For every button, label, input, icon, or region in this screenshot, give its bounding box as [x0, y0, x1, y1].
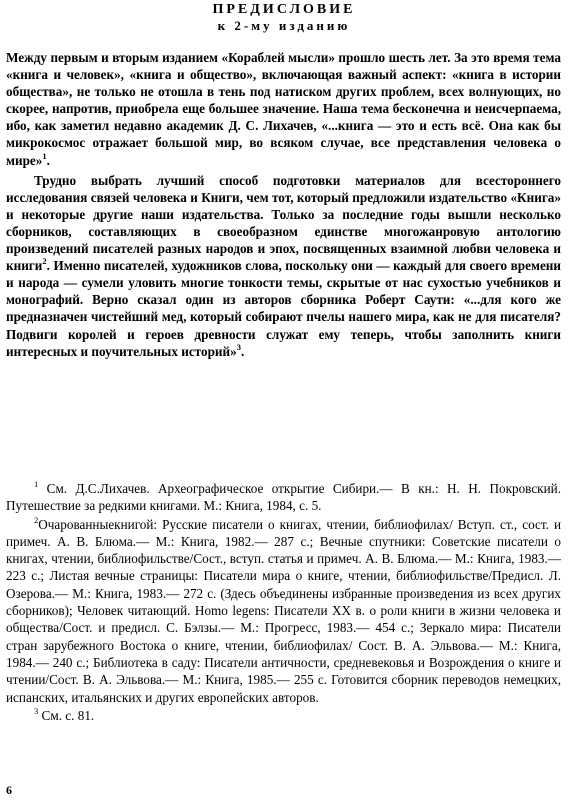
paragraph-1-end: .: [46, 152, 50, 168]
footnote-3-mark: 3: [34, 705, 39, 716]
footnote-1-mark: 1: [34, 479, 39, 489]
footnote-ref-1: 1: [42, 150, 47, 161]
paragraph-1-text: Между первым и вторым изданием «Кораблей мысли» прошло шесть лет. За это время тема «книга и человек», «книга и общество», включающая важный аспект: «книга в истории общества», не только не отошла в тень под натиском других проблем, всех волнующих, но скорее, напротив, приобрела еще большее значение. Наша тема бесконечна и неисчерпаема, ибо, как заметил недавно академик Д. С. Лихачев, «...книга — это и есть всё. Она как бы микрокосмос отражает большой мир, во всяком случае, все представления человека о мире»: [6, 50, 561, 168]
paragraph-2-text-a: Трудно выбрать лучший способ подготовки материалов для всестороннего исследования связей человека и Книги, чем тот, который предложили издательство «Книга» и некоторые другие наши издательства. Только за последние годы вышли несколько сборников, составляющих в своеобразном единстве многожанровую антологию произведений писателей разных народов и эпох, посвященных взаимной любви человека и книги: [6, 172, 561, 274]
footnote-2: [6, 516, 561, 706]
footnotes: [6, 480, 561, 724]
paragraph-2-end: .: [240, 343, 245, 359]
footnote-2-text: Очарованныекнигой: Русские писатели о книгах, чтении, библиофилах/ Вступ. ст., сост. и примеч. А. В. Блюма.— М.: Книга, 1982.— 287 с.; Вечные спутники: Советские писатели о книгах, чтении, библиофильстве/Сост., вступ. статья и примеч. А. В. Блюма.— М.: Книга, 1983.— 223 с.; Листая вечные страницы: Писатели мира о книге, чтении, библиофильстве/Предисл. Л. Озерова.— М.: Книга, 1983.— 272 с. (Здесь объединены избранные произведения из всех других сборников); Человек читающий. Homo legens: Писатели XX в. о роли книги в жизни человека и общества/Сост. и предисл. С. Бэлзы.— М.: Прогресс, 1983.— 454 с.; Зеркало мира: Писатели стран зарубежного Востока о книге, чтении, библиофилах/ Сост. В. А. Эльвова.— М.: Книга, 1984.— 240 с.; Библиотека в саду: Писатели античности, средневековья и Возрождения о книге и чтении/Сост. В. А. Эльвова.— М.: Книга, 1985.— 255 с. Готовится сборник переводов немецких, испанских, итальянских и других европейских авторов.: [6, 516, 561, 705]
page-subtitle: к 2-му изданию: [217, 18, 351, 33]
paragraph-1: [6, 49, 561, 169]
footnote-1-text: См. Д.С.Лихачев. Археографическое открытие Сибири.— В кн.: Н. Н. Покровский. Путешествие за редкими книгами. М.: Книга, 1984, с. 5.: [6, 481, 561, 514]
paragraph-2-text-b: . Именно писателей, художников слова, поскольку они — каждый для своего времени и народа — сумели уловить многие тонкости темы, скрытые от нас сухостью учебников и монографий. Верно сказал один из авторов сборника Роберт Саути: «...для кого же предназначен чистейший мед, который собирают пчелы нашего мира, как не для писателя? Подвиги королей и героев древности служат ему теперь, чтобы заполнить книги интересных и поучительных историй»: [6, 258, 561, 359]
preface-text: [6, 49, 561, 360]
footnote-ref-3: 3: [236, 341, 241, 352]
footnote-ref-2: 2: [42, 256, 47, 267]
footnote-3: [6, 707, 561, 724]
page-number: 6: [6, 783, 12, 797]
page-title: ПРЕДИСЛОВИЕ: [212, 2, 356, 17]
footnote-2-mark: 2: [34, 514, 39, 525]
paragraph-2: [6, 172, 561, 360]
footnote-3-text: См. с. 81.: [38, 707, 95, 723]
footnote-1: [6, 480, 561, 515]
